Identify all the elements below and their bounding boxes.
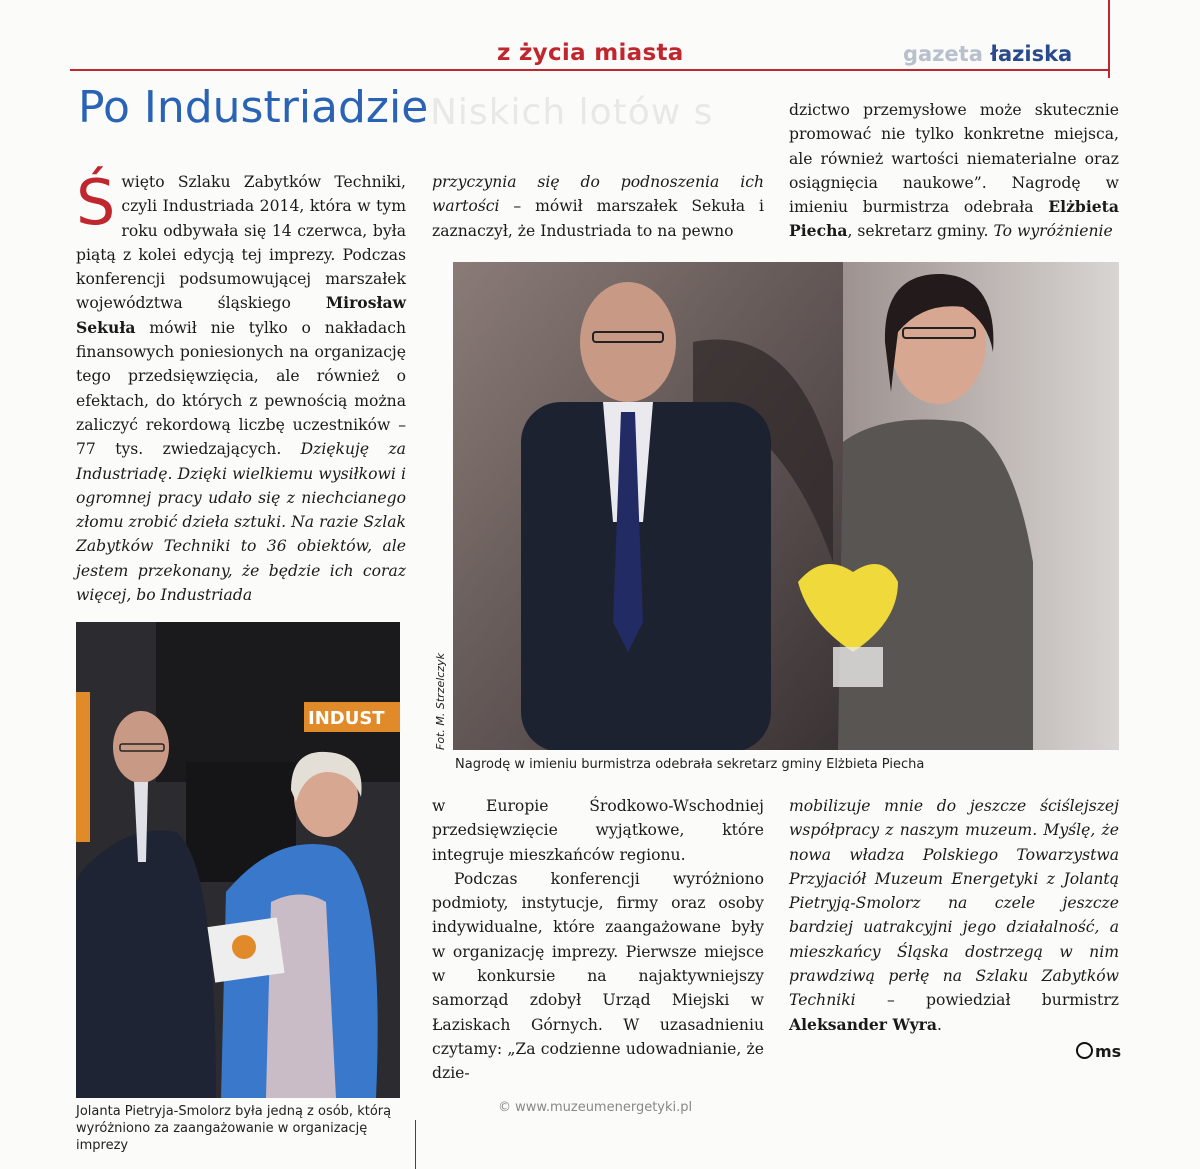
col3-top-quote: To wyróżnienie [993,222,1113,241]
article-column-2-top [432,170,764,243]
person-name-piecha: Elżbieta Piecha [789,197,1119,241]
person-name-sekula: Mirosław Sekuła [76,293,406,337]
award-ceremony-illustration [453,262,1119,750]
col2-paragraph-1: w Europie Środkowo-Wschodniej przedsięwzięcie wyjątkowe, które integruje mieszkańców regionu. [432,797,764,864]
show-through-text: Niskich lotów s [430,92,714,133]
photo-credit: Fot. M. Strzelczyk [434,653,447,750]
publication-brand [903,42,1072,66]
col3-bottom-end: . [937,1015,942,1034]
author-signature [1076,1042,1121,1061]
honoree-photo-illustration [76,622,400,1098]
col1-text-a: więto Szlaku Zabytków Techniki, czyli Industriada 2014, która w tym roku odbywała się 14 czerwca, była piątą z kolei edycją tej imprezy. Podczas konferencji podsumowującej marszałek województwa śląskiego [76,173,406,313]
article-column-1 [76,166,406,607]
brand-name: łaziska [990,42,1073,66]
col2-quote: przyczynia się do podnoszenia ich wartości [432,173,764,216]
signature-text: ms [1095,1042,1122,1061]
col3-bottom-quote: mobilizuje mnie do jeszcze ściślejszej współpracy z naszym muzeum. Myślę, że nowa władza Polskiego Towarzystwa Przyjaciół Muzeum Energetyki z Jolantą Pietryją-Smolorz na czele jeszcze bardziej uatrakcyjni jego działalność, a mieszkańcy Śląska dostrzegą w nim prawdziwą perłę na Szlaku Zabytków Techniki [789,797,1119,1010]
header-rule [70,69,1110,71]
article-title: Po Industriadzie [78,82,429,133]
col3-bottom-text: – powiedział burmistrz [855,991,1119,1010]
col3-top-text-a: dzictwo przemysłowe może skutecznie promować nie tylko konkretne miejsca, ale również wartości niematerialne oraz osiągnięcia naukowe”. Nagrodę w imieniu burmistrza odebrała [789,101,1119,217]
drop-cap: Ś [76,166,116,239]
circle-icon [1076,1042,1093,1059]
header-vertical-rule [1108,0,1110,78]
banner-text: INDUST [308,708,385,729]
col3-top-text-b: , sekretarz gminy. [847,222,994,241]
section-label: z życia miasta [497,40,684,66]
col2-top-text: – mówił marszałek Sekuła i zaznaczył, że Industriada to na pewno [432,197,764,240]
brand-prefix: gazeta [903,42,983,66]
left-photo-caption: Jolanta Pietryja-Smolorz była jedną z osób, którą wyróżniono za zaangażowanie w organizację imprezy [76,1104,392,1153]
copyright-watermark: © www.muzeumenergetyki.pl [498,1100,693,1115]
col1-quote: Dziękuję za Industriadę. Dzięki wielkiemu wysiłkowi i ogromnej pracy udało się z niechcianego złomu zrobić dzieła sztuki. Na razie Szlak Zabytków Techniki to 36 obiektów, ale jestem przekonany, że będzie ich coraz więcej, bo Industriada [76,440,406,605]
left-photo [76,622,400,1098]
article-column-3-top [789,98,1119,244]
col2-paragraph-2: Podczas konferencji wyróżniono podmioty, instytucje, firmy oraz osoby indywidualne, które zaangażowane były w organizację imprezy. Pierwsze miejsce w konkursie na najaktywniejszy samorząd zdobył Urząd Miejski w Łaziskach Górnych. W uzasadnieniu czytamy: „Za codzienne udowadnianie, że dzie- [432,869,764,1083]
bottom-column-rule [415,1120,416,1169]
article-column-3-bottom [789,794,1119,1037]
person-name-wyra: Aleksander Wyra [789,1014,937,1034]
main-photo [453,262,1119,750]
main-photo-caption: Nagrodę w imieniu burmistrza odebrała sekretarz gminy Elżbieta Piecha [455,757,925,772]
article-column-2-bottom [432,794,764,1086]
col1-text-b: mówił nie tylko o nakładach finansowych poniesionych na organizację tego przedsięwzięcia, ale również o efektach, do których z pewnością można zaliczyć rekordową liczbę uczestników – 77 tys. zwiedzających. [76,318,406,459]
